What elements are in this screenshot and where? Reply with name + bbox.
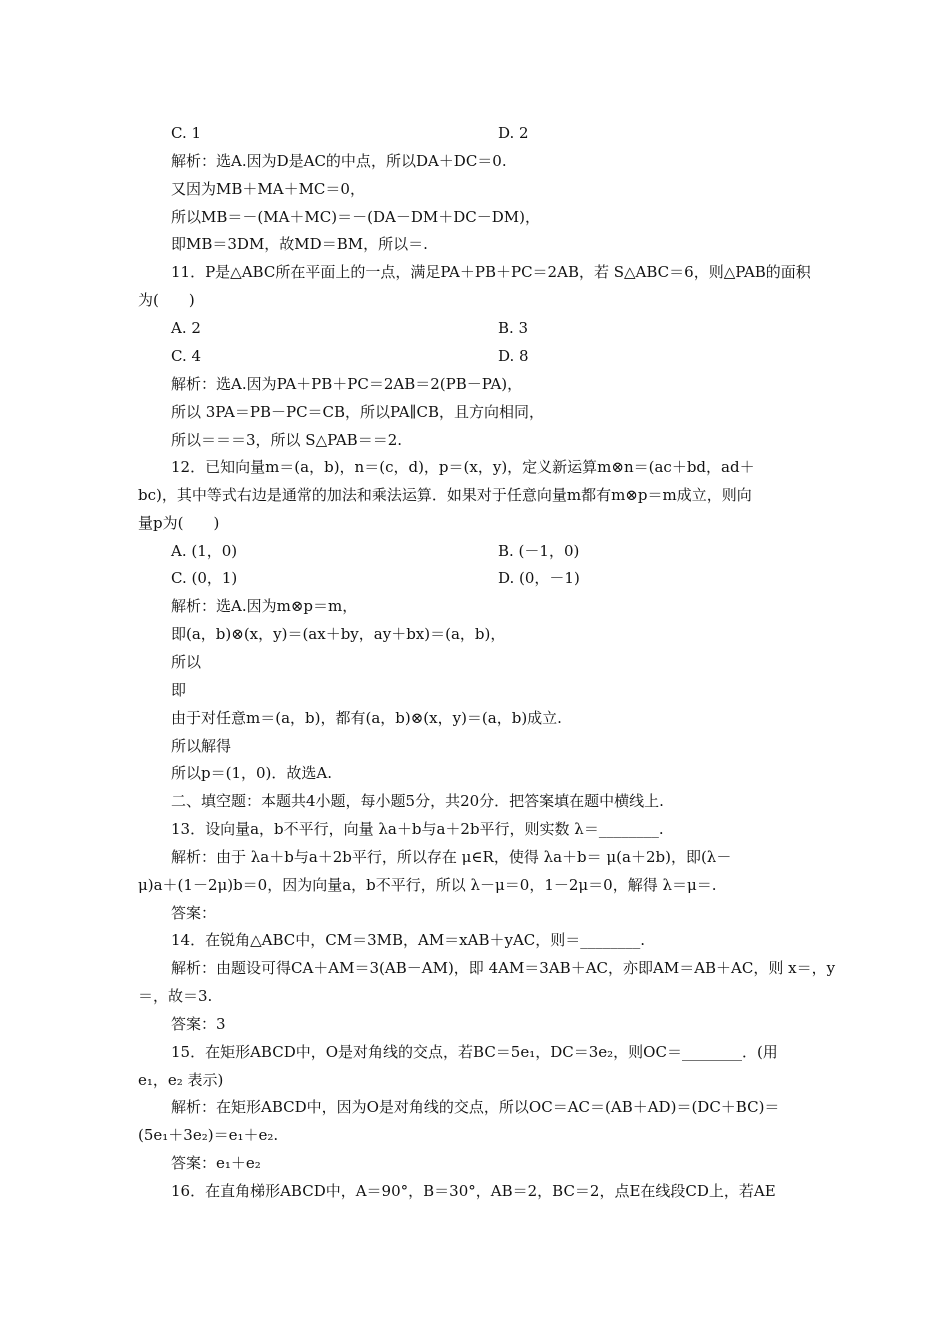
- text-line: μ)a＋(1－2μ)b＝0，因为向量a，b不平行，所以 λ－μ＝0，1－2μ＝0，解得 λ＝μ＝.: [138, 876, 717, 894]
- answer-14: 答案：3: [171, 1015, 226, 1033]
- question-16: 16．在直角梯形ABCD中，A＝90°，B＝30°，AB＝2，BC＝2，点E在线段CD上，若AE: [171, 1182, 776, 1200]
- text-line: (5e₁＋3e₂)＝e₁＋e₂.: [138, 1126, 279, 1144]
- text-line: 所以: [171, 653, 202, 671]
- option-d-11: D. 8: [498, 347, 529, 365]
- text-line: bc)，其中等式右边是通常的加法和乘法运算．如果对于任意向量m都有m⊗p＝m成立，则向: [138, 486, 752, 504]
- text-line: 即(a，b)⊗(x，y)＝(ax＋by，ay＋bx)＝(a，b)，: [171, 625, 506, 643]
- option-c-11: C. 4: [171, 347, 202, 365]
- text-line: e₁，e₂ 表示): [138, 1071, 224, 1089]
- text-line: 即: [171, 681, 187, 699]
- text-line: 所以＝＝＝3，所以 S△PAB＝＝2.: [171, 431, 403, 449]
- text-line: ＝，故＝3.: [138, 987, 213, 1005]
- question-15: 15．在矩形ABCD中，O是对角线的交点，若BC＝5e₁，DC＝3e₂，则OC＝________．(用: [171, 1043, 778, 1061]
- option-c-10: C. 1: [171, 124, 202, 142]
- option-b-12: B. (－1，0): [498, 542, 580, 560]
- text-line: 即MB＝3DM，故MD＝BM，所以＝.: [171, 235, 428, 253]
- text-line: 解析：由题设可得CA＋AM＝3(AB－AM)，即 4AM＝3AB＋AC，亦即AM＝AB＋AC，则 x＝，y: [171, 959, 836, 977]
- text-line: 由于对任意m＝(a，b)，都有(a，b)⊗(x，y)＝(a，b)成立.: [171, 709, 562, 727]
- option-b-11: B. 3: [498, 319, 529, 337]
- text-line: 解析：选A.因为m⊗p＝m，: [171, 597, 358, 615]
- text-line: 解析：在矩形ABCD中，因为O是对角线的交点，所以OC＝AC＝(AB＋AD)＝(DC＋BC)＝: [171, 1098, 780, 1116]
- option-a-12: A. (1，0): [171, 542, 238, 560]
- question-12: 12．已知向量m＝(a，b)，n＝(c，d)，p＝(x，y)，定义新运算m⊗n＝(ac＋bd，ad＋: [171, 458, 755, 476]
- text-line: 解析：选A.因为PA＋PB＋PC＝2AB＝2(PB－PA)，: [171, 375, 523, 393]
- text-line: 所以 3PA＝PB－PC＝CB，所以PA∥CB，且方向相同，: [171, 403, 545, 421]
- text-line: 所以解得: [171, 737, 232, 755]
- question-11: 11．P是△ABC所在平面上的一点，满足PA＋PB＋PC＝2AB，若 S△ABC＝6，则△PAB的面积: [171, 263, 811, 281]
- option-c-12: C. (0，1): [171, 569, 238, 587]
- option-d-12: D. (0，－1): [498, 569, 580, 587]
- text-line: 所以MB＝－(MA＋MC)＝－(DA－DM＋DC－DM)，: [171, 208, 540, 226]
- section-heading: 二、填空题：本题共4小题，每小题5分，共20分．把答案填在题中横线上.: [171, 792, 664, 810]
- option-d-10: D. 2: [498, 124, 529, 142]
- text-line: 为( ): [138, 291, 195, 309]
- question-13: 13．设向量a，b不平行，向量 λa＋b与a＋2b平行，则实数 λ＝________.: [171, 820, 664, 838]
- option-a-11: A. 2: [171, 319, 201, 337]
- answer-13: 答案：: [171, 904, 217, 922]
- text-line: 所以p＝(1，0)．故选A.: [171, 764, 332, 782]
- text-line: 解析：选A.因为D是AC的中点，所以DA＋DC＝0.: [171, 152, 507, 170]
- text-line: 量p为( ): [138, 514, 220, 532]
- text-line: 解析：由于 λa＋b与a＋2b平行，所以存在 μ∈R，使得 λa＋b＝ μ(a＋2b)，即(λ－: [171, 848, 732, 866]
- question-14: 14．在锐角△ABC中，CM＝3MB，AM＝xAB＋yAC，则＝________.: [171, 931, 646, 949]
- text-line: 又因为MB＋MA＋MC＝0，: [171, 180, 365, 198]
- answer-15: 答案：e₁＋e₂: [171, 1154, 261, 1172]
